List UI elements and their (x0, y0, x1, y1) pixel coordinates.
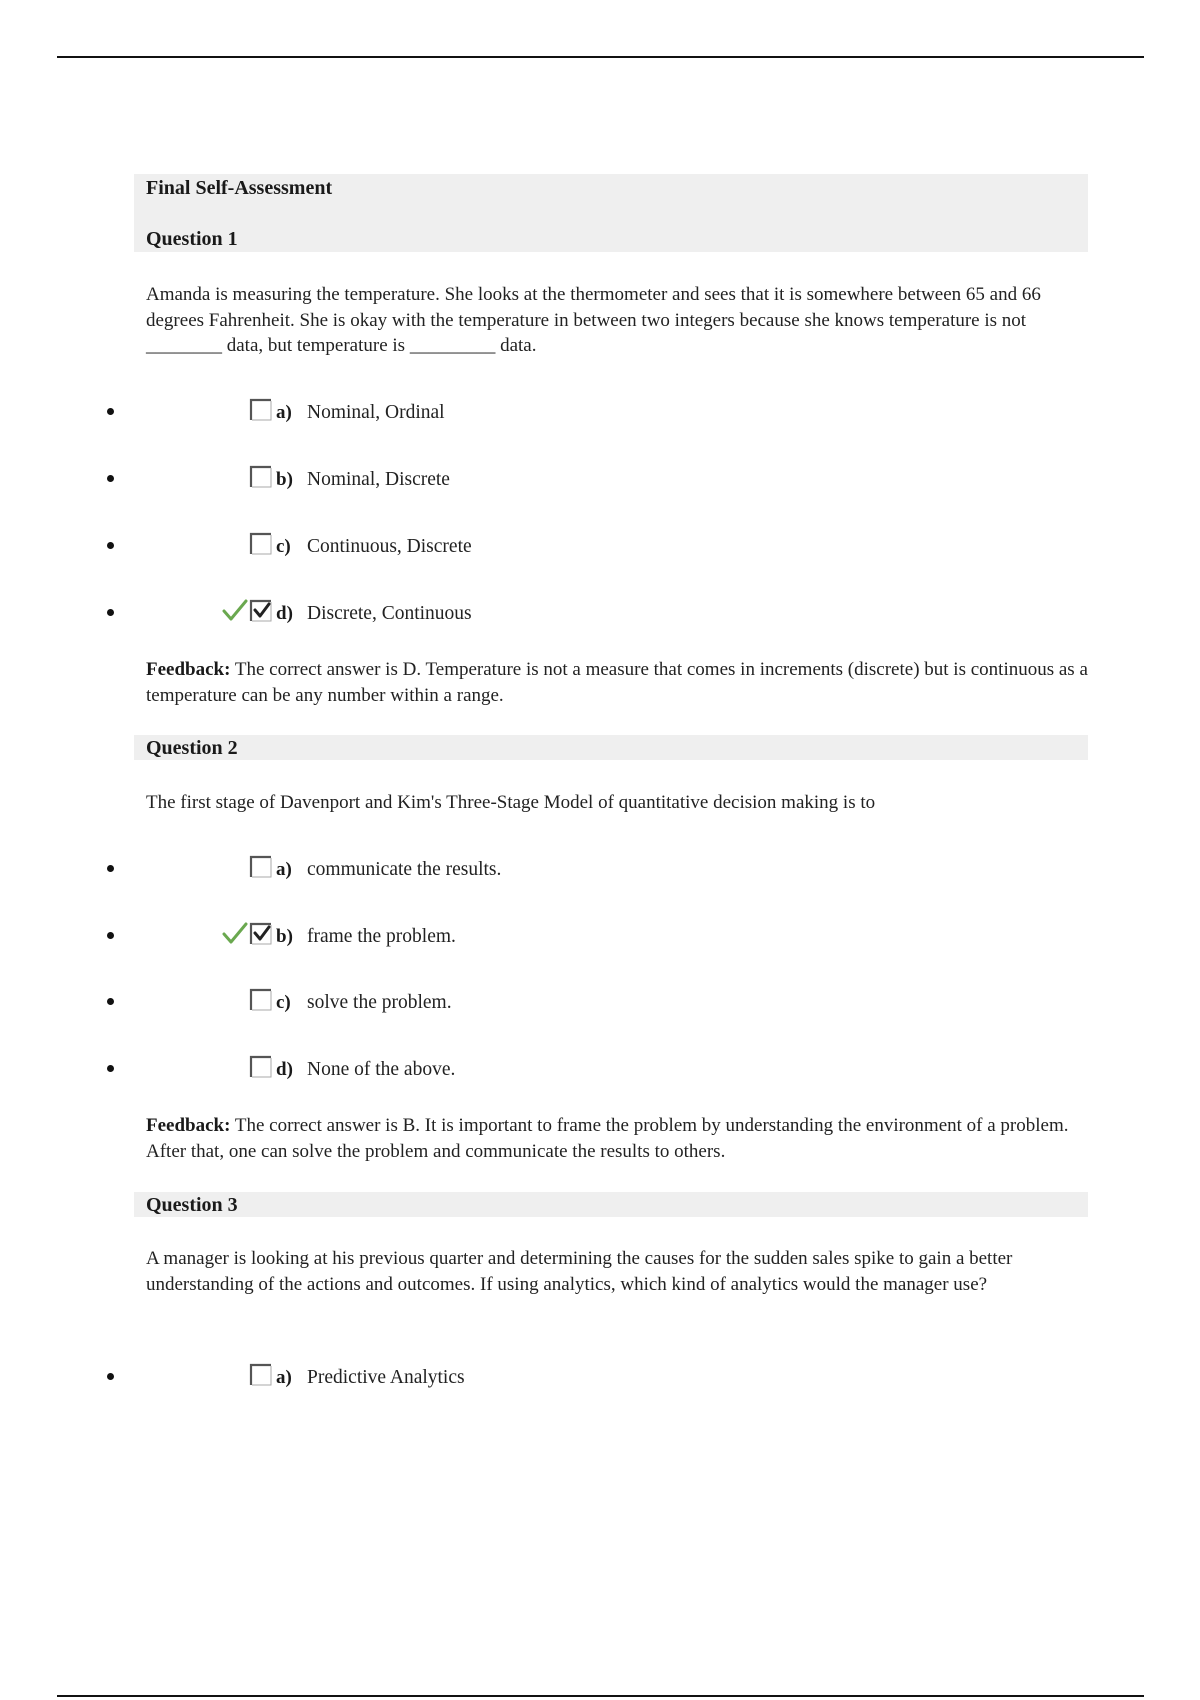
option-letter: c) (276, 536, 291, 557)
option-letter: b) (276, 469, 293, 490)
bullet (107, 998, 114, 1005)
q1-option-b[interactable] (0, 463, 1200, 493)
feedback-text: The correct answer is D. Temperature is not a measure that comes in increments (discrete) but is continuous as a temperature can be any number within a range. (146, 659, 1088, 706)
question-1-text: Amanda is measuring the temperature. She looks at the thermometer and sees that it is somewhere between 65 and 66 degrees Fahrenheit. She is okay with the temperature in between two integers because she knows temperature is not ________ data, but temperature is _________ data. (146, 284, 1041, 356)
option-text: Predictive Analytics (307, 1367, 465, 1388)
option-text: communicate the results. (307, 859, 502, 880)
page-title: Final Self-Assessment (146, 177, 333, 199)
q1-option-c[interactable] (0, 530, 1200, 560)
question-2-title: Question 2 (146, 737, 238, 759)
option-letter: b) (276, 926, 293, 947)
option-text: Discrete, Continuous (307, 603, 472, 624)
q2-option-d[interactable] (0, 1053, 1200, 1083)
feedback-label: Feedback: (146, 659, 231, 680)
checkbox-checked-icon[interactable] (249, 922, 273, 946)
question-3-band (134, 1192, 1088, 1217)
q1-option-d[interactable] (0, 597, 1200, 627)
question-3-title: Question 3 (146, 1194, 238, 1216)
option-text: frame the problem. (307, 926, 456, 947)
q1-option-a[interactable] (0, 396, 1200, 426)
q2-option-b[interactable] (0, 920, 1200, 950)
q3-option-a[interactable] (0, 1361, 1200, 1391)
question-2-text: The first stage of Davenport and Kim's Three-Stage Model of quantitative decision making is to (146, 792, 876, 813)
checkbox-empty-icon[interactable] (249, 988, 273, 1012)
question-1-feedback (146, 657, 1091, 708)
checkbox-empty-icon[interactable] (249, 465, 273, 489)
bullet (107, 932, 114, 939)
checkbox-empty-icon[interactable] (249, 855, 273, 879)
option-letter: d) (276, 1059, 293, 1080)
bottom-rule (57, 1695, 1144, 1697)
option-letter: a) (276, 859, 292, 880)
checkbox-empty-icon[interactable] (249, 398, 273, 422)
q2-option-c[interactable] (0, 986, 1200, 1016)
option-text: Nominal, Ordinal (307, 402, 445, 423)
checkbox-empty-icon[interactable] (249, 1055, 273, 1079)
checkbox-empty-icon[interactable] (249, 532, 273, 556)
bullet (107, 1373, 114, 1380)
bullet (107, 1065, 114, 1072)
feedback-text: The correct answer is B. It is important to frame the problem by understanding the environment of a problem. After that, one can solve the problem and communicate the results to others. (146, 1115, 1069, 1162)
checkmark-icon (222, 920, 248, 946)
checkmark-icon (222, 597, 248, 623)
checkbox-empty-icon[interactable] (249, 1363, 273, 1387)
option-letter: a) (276, 1367, 292, 1388)
option-letter: c) (276, 992, 291, 1013)
question-3-text: A manager is looking at his previous quarter and determining the causes for the sudden sales spike to gain a better understanding of the actions and outcomes. If using analytics, which kind of analytics would the manager use? (146, 1248, 1013, 1295)
option-text: None of the above. (307, 1059, 456, 1080)
bullet (107, 542, 114, 549)
bullet (107, 475, 114, 482)
bullet (107, 408, 114, 415)
question-2-feedback (146, 1113, 1091, 1164)
option-letter: d) (276, 603, 293, 624)
q2-option-a[interactable] (0, 853, 1200, 883)
option-text: Nominal, Discrete (307, 469, 450, 490)
bullet (107, 865, 114, 872)
feedback-label: Feedback: (146, 1115, 231, 1136)
question-1-title: Question 1 (146, 228, 238, 250)
question-2-band (134, 735, 1088, 760)
bullet (107, 609, 114, 616)
option-letter: a) (276, 402, 292, 423)
checkbox-checked-icon[interactable] (249, 599, 273, 623)
option-text: Continuous, Discrete (307, 536, 472, 557)
top-rule (57, 56, 1144, 58)
option-text: solve the problem. (307, 992, 452, 1013)
